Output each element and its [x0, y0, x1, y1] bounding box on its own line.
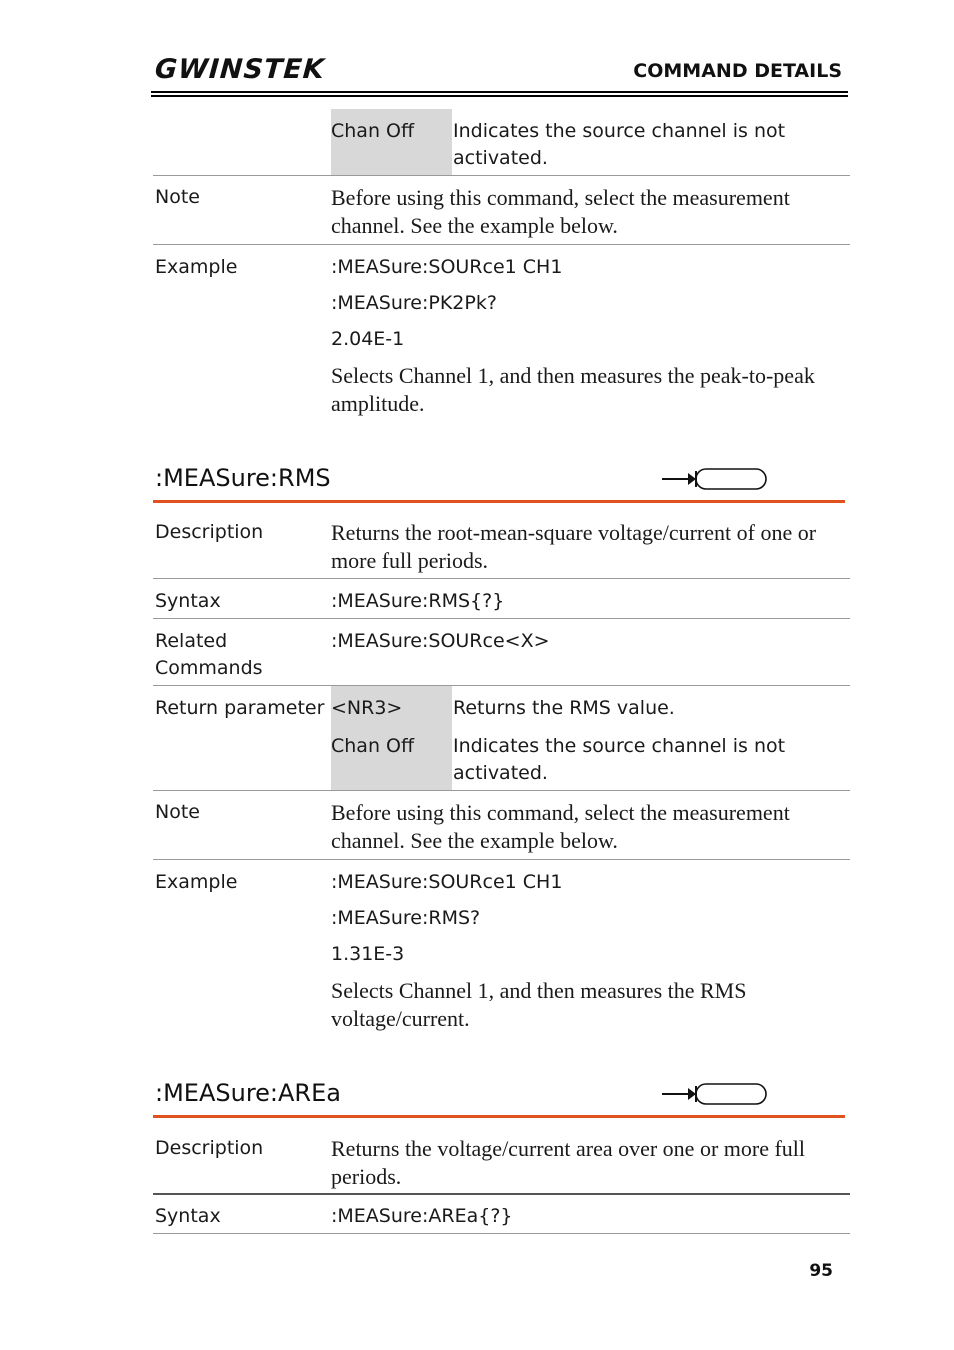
- row-label: Syntax: [155, 1205, 221, 1227]
- note-text: Before using this command, select the measurement channel. See the example below.: [331, 185, 790, 238]
- header-rule: [151, 95, 848, 97]
- section-title: :MEASure:AREa: [155, 1079, 341, 1107]
- page-number: 95: [809, 1261, 833, 1281]
- syntax-text: :MEASure:RMS{?}: [331, 590, 505, 612]
- description-text: Returns the voltage/current area over one or more full periods.: [331, 1136, 806, 1189]
- return-param: Chan Off: [331, 120, 415, 142]
- row-divider: [153, 618, 850, 619]
- header-rule: [151, 91, 848, 93]
- section-rule: [153, 1115, 845, 1118]
- note-text: Before using this command, select the measurement channel. See the example below.: [331, 800, 790, 853]
- example-line: :MEASure:SOURce1 CH1: [331, 871, 563, 893]
- row-divider: [153, 859, 850, 860]
- example-line: 1.31E-3: [331, 943, 405, 965]
- query-arrow-icon: [660, 466, 770, 492]
- syntax-text: :MEASure:AREa{?}: [331, 1205, 513, 1227]
- section-rule: [153, 500, 845, 503]
- return-param: <NR3>: [331, 697, 403, 719]
- example-text: Selects Channel 1, and then measures the peak-to-peak amplitude.: [331, 363, 815, 416]
- example-line: :MEASure:SOURce1 CH1: [331, 256, 563, 278]
- return-param-desc: Indicates the source channel is not activated.: [453, 735, 786, 784]
- row-divider: [153, 1233, 850, 1234]
- related-command: :MEASure:SOURce<X>: [331, 630, 550, 652]
- row-divider: [153, 1193, 850, 1195]
- row-label: Return parameter: [155, 697, 325, 719]
- brand-logo: GWINSTEK: [153, 54, 326, 85]
- row-divider: [153, 790, 850, 791]
- query-arrow-icon: [660, 1081, 770, 1107]
- row-label: Related Commands: [155, 630, 263, 679]
- section-title: :MEASure:RMS: [155, 464, 331, 492]
- return-param: Chan Off: [331, 735, 415, 757]
- example-text: Selects Channel 1, and then measures the RMS voltage/current.: [331, 978, 747, 1031]
- return-param-desc: Returns the RMS value.: [453, 697, 675, 719]
- row-divider: [153, 175, 850, 176]
- row-divider: [153, 578, 850, 579]
- example-line: 2.04E-1: [331, 328, 405, 350]
- row-label: Description: [155, 1137, 264, 1159]
- row-label: Example: [155, 256, 238, 278]
- row-label: Note: [155, 801, 200, 823]
- return-param-desc: Indicates the source channel is not activated.: [453, 120, 786, 169]
- example-line: :MEASure:RMS?: [331, 907, 481, 929]
- row-label: Example: [155, 871, 238, 893]
- header-section-title: COMMAND DETAILS: [633, 60, 842, 82]
- row-divider: [153, 685, 850, 686]
- row-label: Note: [155, 186, 200, 208]
- row-label: Syntax: [155, 590, 221, 612]
- example-line: :MEASure:PK2Pk?: [331, 292, 497, 314]
- row-divider: [153, 244, 850, 245]
- row-label: Description: [155, 521, 264, 543]
- description-text: Returns the root-mean-square voltage/current of one or more full periods.: [331, 520, 817, 573]
